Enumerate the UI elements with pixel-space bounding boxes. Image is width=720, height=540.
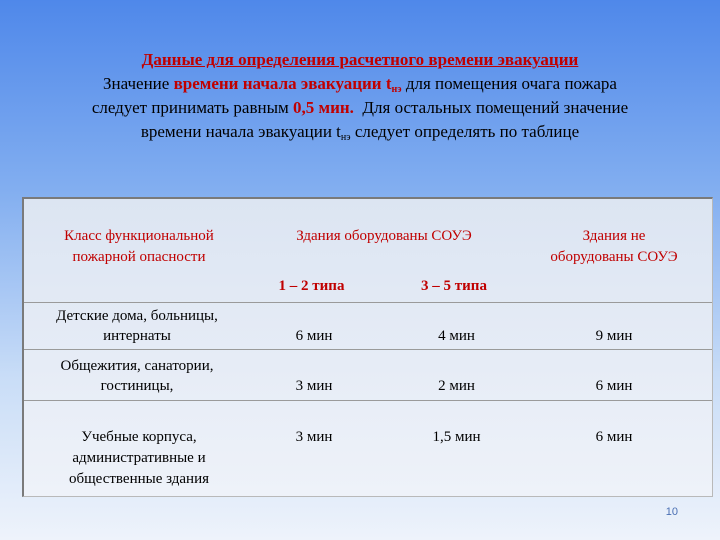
page-number: 10 (665, 506, 678, 518)
header-type-1-2: 1 – 2 типа (278, 278, 345, 294)
row-divider (24, 349, 712, 350)
row-label: Учебные корпуса, административные и общественные здания (68, 429, 210, 487)
heading-line1-pre: Значение (103, 74, 174, 93)
row-label: Общежития, санатории, гостиницы, (60, 358, 214, 394)
heading-line3-pre: времени начала эвакуации t (140, 122, 341, 141)
header-type-3-5: 3 – 5 типа (421, 278, 487, 294)
cell-no-souе: 6 мин (595, 429, 633, 445)
cell-type-1-2: 3 мин (295, 378, 333, 394)
cell-type-1-2: 3 мин (295, 429, 333, 445)
heading (20, 48, 700, 144)
heading-line2-post: Для остальных помещений значение (353, 98, 629, 117)
heading-line3-sub: нэ (340, 132, 351, 143)
heading-line2-pre: следует принимать равным (91, 98, 293, 117)
header-class-col: Класс функциональной пожарной опасности (64, 228, 214, 265)
header-equipped: Здания оборудованы СОУЭ (296, 228, 472, 244)
cell-type-1-2: 6 мин (295, 328, 333, 344)
row-label: Детские дома, больницы, интернаты (56, 308, 218, 344)
cell-type-3-5: 2 мин (438, 378, 475, 394)
row-divider (24, 302, 712, 303)
heading-line3-post: следует определять по таблице (350, 122, 580, 141)
evacuation-time-table (22, 197, 713, 497)
heading-line1-post: для помещения очага пожара (401, 74, 617, 93)
heading-line2-red: 0,5 мин. (293, 98, 354, 117)
cell-type-3-5: 1,5 мин (432, 429, 481, 445)
cell-no-souе: 9 мин (595, 328, 633, 344)
header-not-equipped: Здания не оборудованы СОУЭ (550, 228, 678, 265)
heading-line1-red: времени начала эвакуации t (173, 74, 392, 93)
row-divider (24, 400, 712, 401)
heading-line1-sub: нэ (391, 84, 402, 95)
cell-type-3-5: 4 мин (438, 328, 475, 344)
cell-no-souе: 6 мин (595, 378, 633, 394)
heading-title: Данные для определения расчетного времени эвакуации (141, 50, 579, 69)
